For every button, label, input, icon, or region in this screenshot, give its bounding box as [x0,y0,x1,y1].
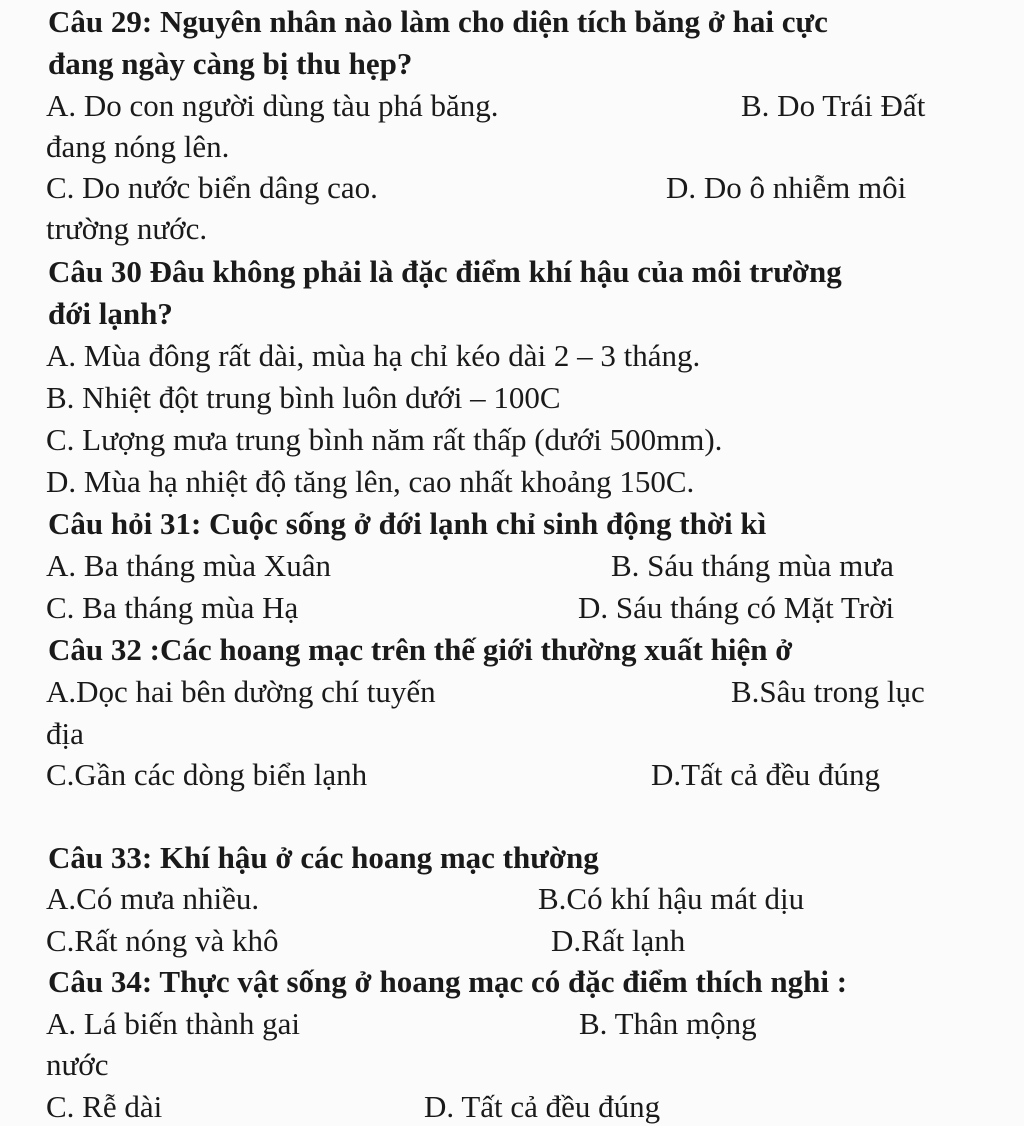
question-30-option-c: C. Lượng mưa trung bình năm rất thấp (dưới 500mm). [46,422,723,457]
question-31-option-d: D. Sáu tháng có Mặt Trời [578,590,895,625]
question-29-line-1: Câu 29: Nguyên nhân nào làm cho diện tích băng ở hai cực [48,4,828,39]
question-34-line-1: Câu 34: Thực vật sống ở hoang mạc có đặc điểm thích nghi : [48,964,848,999]
question-32-option-d: D.Tất cả đều đúng [651,757,880,792]
question-32-line-1: Câu 32 :Các hoang mạc trên thế giới thường xuất hiện ở [48,632,793,667]
question-34-option-a: A. Lá biến thành gai [46,1006,300,1041]
question-34-option-d: D. Tất cả đều đúng [424,1089,661,1124]
question-32-option-b-continued: địa [46,716,84,751]
question-30-option-a: A. Mùa đông rất dài, mùa hạ chỉ kéo dài 2 – 3 tháng. [46,338,701,373]
question-32-option-c: C.Gần các dòng biển lạnh [46,757,368,792]
question-30-line-2: đới lạnh? [48,296,173,331]
question-29-option-d: D. Do ô nhiễm môi [666,170,907,205]
question-32-option-a: A.Dọc hai bên dường chí tuyến [46,674,436,709]
question-30-option-b: B. Nhiệt đột trung bình luôn dưới – 100C [46,380,561,415]
question-31-line-1: Câu hỏi 31: Cuộc sống ở đới lạnh chỉ sinh động thời kì [48,506,767,541]
question-31-option-b: B. Sáu tháng mùa mưa [611,548,894,583]
question-33-line-1: Câu 33: Khí hậu ở các hoang mạc thường [48,840,599,875]
question-34-option-b: B. Thân mộng [579,1006,757,1041]
question-34-option-c: C. Rễ dài [46,1089,163,1124]
question-29-option-a: A. Do con người dùng tàu phá băng. [46,88,499,123]
question-31-option-c: C. Ba tháng mùa Hạ [46,590,299,625]
question-29-line-2: đang ngày càng bị thu hẹp? [48,46,413,81]
question-32-option-b: B.Sâu trong lục [731,674,925,709]
question-29-option-b-continued: đang nóng lên. [46,129,230,164]
question-33-option-c: C.Rất nóng và khô [46,923,279,958]
question-29-option-d-continued: trường nước. [46,211,208,246]
question-31-option-a: A. Ba tháng mùa Xuân [46,548,331,583]
question-33-option-a: A.Có mưa nhiều. [46,881,260,916]
question-33-option-d: D.Rất lạnh [551,923,686,958]
question-30-line-1: Câu 30 Đâu không phải là đặc điểm khí hậu của môi trường [48,254,842,289]
question-33-option-b: B.Có khí hậu mát dịu [538,881,805,916]
question-29-option-c: C. Do nước biển dâng cao. [46,170,378,205]
question-29-option-b: B. Do Trái Đất [741,88,926,123]
question-30-option-d: D. Mùa hạ nhiệt độ tăng lên, cao nhất khoảng 150C. [46,464,695,499]
question-34-option-b-continued: nước [46,1047,109,1082]
